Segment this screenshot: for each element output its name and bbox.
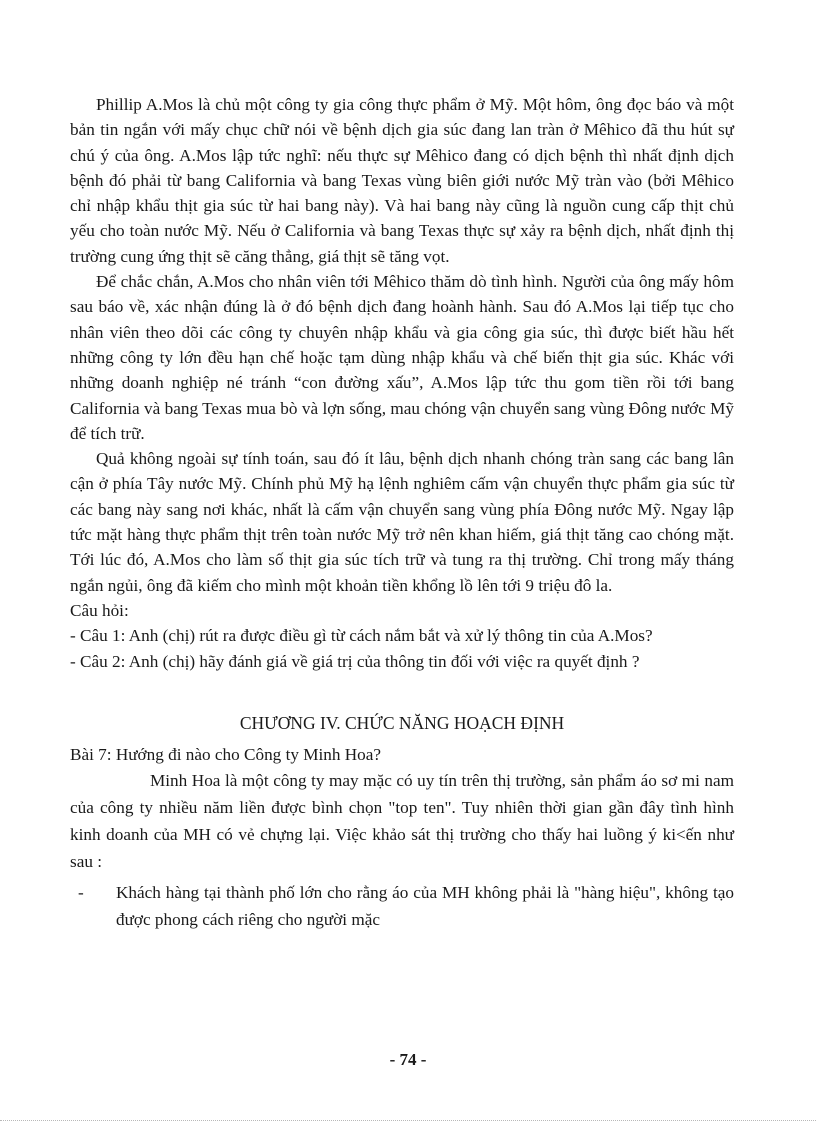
- question-2: - Câu 2: Anh (chị) hãy đánh giá về giá trị của thông tin đối với việc ra quyết định ?: [70, 651, 640, 671]
- questions-heading: Câu hỏi:: [70, 600, 129, 620]
- story-paragraph-2: Để chắc chắn, A.Mos cho nhân viên tới Mêhico thăm dò tình hình. Người của ông mấy hôm sau báo về, xác nhận đúng là ở đó bệnh dịch đang hoành hành. Sau đó A.Mos lại tiếp tục cho nhân viên theo dõi các công ty chuyên nhập khẩu và gia công gia súc, thì được biết hầu hết những công ty lớn đều hạn chế hoặc tạm dùng nhập khẩu và chế biến thịt gia súc. Khác với những doanh nghiệp né tránh “con đường xấu”, A.Mos lập tức thu gom tiền rồi tới bang California và bang Texas mua bò và lợn sống, mau chóng vận chuyển sang vùng Đông nước Mỹ để tích trữ.: [70, 272, 734, 443]
- page-number: - 74 -: [389, 1050, 427, 1069]
- story-paragraph-1: Phillip A.Mos là chủ một công ty gia công thực phẩm ở Mỹ. Một hôm, ông đọc báo và một bản tin ngắn với mấy chục chữ nói về bệnh dịch gia súc đang lan tràn ở Mêhico đã thu hút sự chú ý của ông. A.Mos lập tức nghĩ: nếu thực sự Mêhico đang có dịch bệnh thì nhất định dịch bệnh đó phải từ bang California và bang Texas vùng biên giới nước Mỹ tràn vào (bởi Mêhico chỉ nhập khẩu thịt gia súc từ hai bang này). Và hai bang này cũng là nguồn cung cấp thịt chủ yếu cho toàn nước Mỹ. Nếu ở California và bang Texas thực sự xảy ra bệnh dịch, nhất định thị trường cung ứng thịt sẽ căng thẳng, giá thịt sẽ tăng vọt.: [70, 95, 734, 266]
- question-1: - Câu 1: Anh (chị) rút ra được điều gì từ cách nắm bắt và xử lý thông tin của A.Mos?: [70, 626, 653, 646]
- story-paragraph-3: Quả không ngoài sự tính toán, sau đó ít lâu, bệnh dịch nhanh chóng tràn sang các bang lân cận ở phía Tây nước Mỹ. Chính phủ Mỹ hạ lệnh nghiêm cấm vận chuyển thực phẩm gia súc từ các bang này sang nơi khác, nhất là cấm vận chuyển sang vùng phía Đông nước Mỹ. Ngay lập tức mặt hàng thực phẩm thịt trên toàn nước Mỹ trở nên khan hiếm, giá thịt tăng cao chóng mặt. Tới lúc đó, A.Mos cho làm số thịt gia súc tích trữ và tung ra thị trường. Chỉ trong mấy tháng ngắn ngủi, ông đã kiếm cho mình một khoản tiền khổng lồ lên tới 9 triệu đô la.: [70, 449, 734, 595]
- exercise-intro: Minh Hoa là một công ty may mặc có uy tín trên thị trường, sản phẩm áo sơ mi nam của công ty nhiều năm liền được bình chọn "top ten". Tuy nhiên thời gian gần đây tình hình kinh doanh của MH có vẻ chựng lại. Việc khảo sát thị trường cho thấy hai luồng ý ki<ến như sau :: [70, 771, 734, 872]
- bullet-dash: -: [78, 883, 84, 903]
- bullet-text: Khách hàng tại thành phố lớn cho rằng áo của MH không phải là "hàng hiệu", không tạo được phong cách riêng cho người mặc: [116, 883, 734, 930]
- exercise-title: Bài 7: Hướng đi nào cho Công ty Minh Hoa?: [70, 745, 382, 765]
- document-body: [70, 92, 734, 933]
- list-item: [70, 879, 734, 933]
- chapter-title: CHƯƠNG IV. CHỨC NĂNG HOẠCH ĐỊNH: [239, 712, 565, 733]
- page-bottom-border: [0, 1120, 816, 1121]
